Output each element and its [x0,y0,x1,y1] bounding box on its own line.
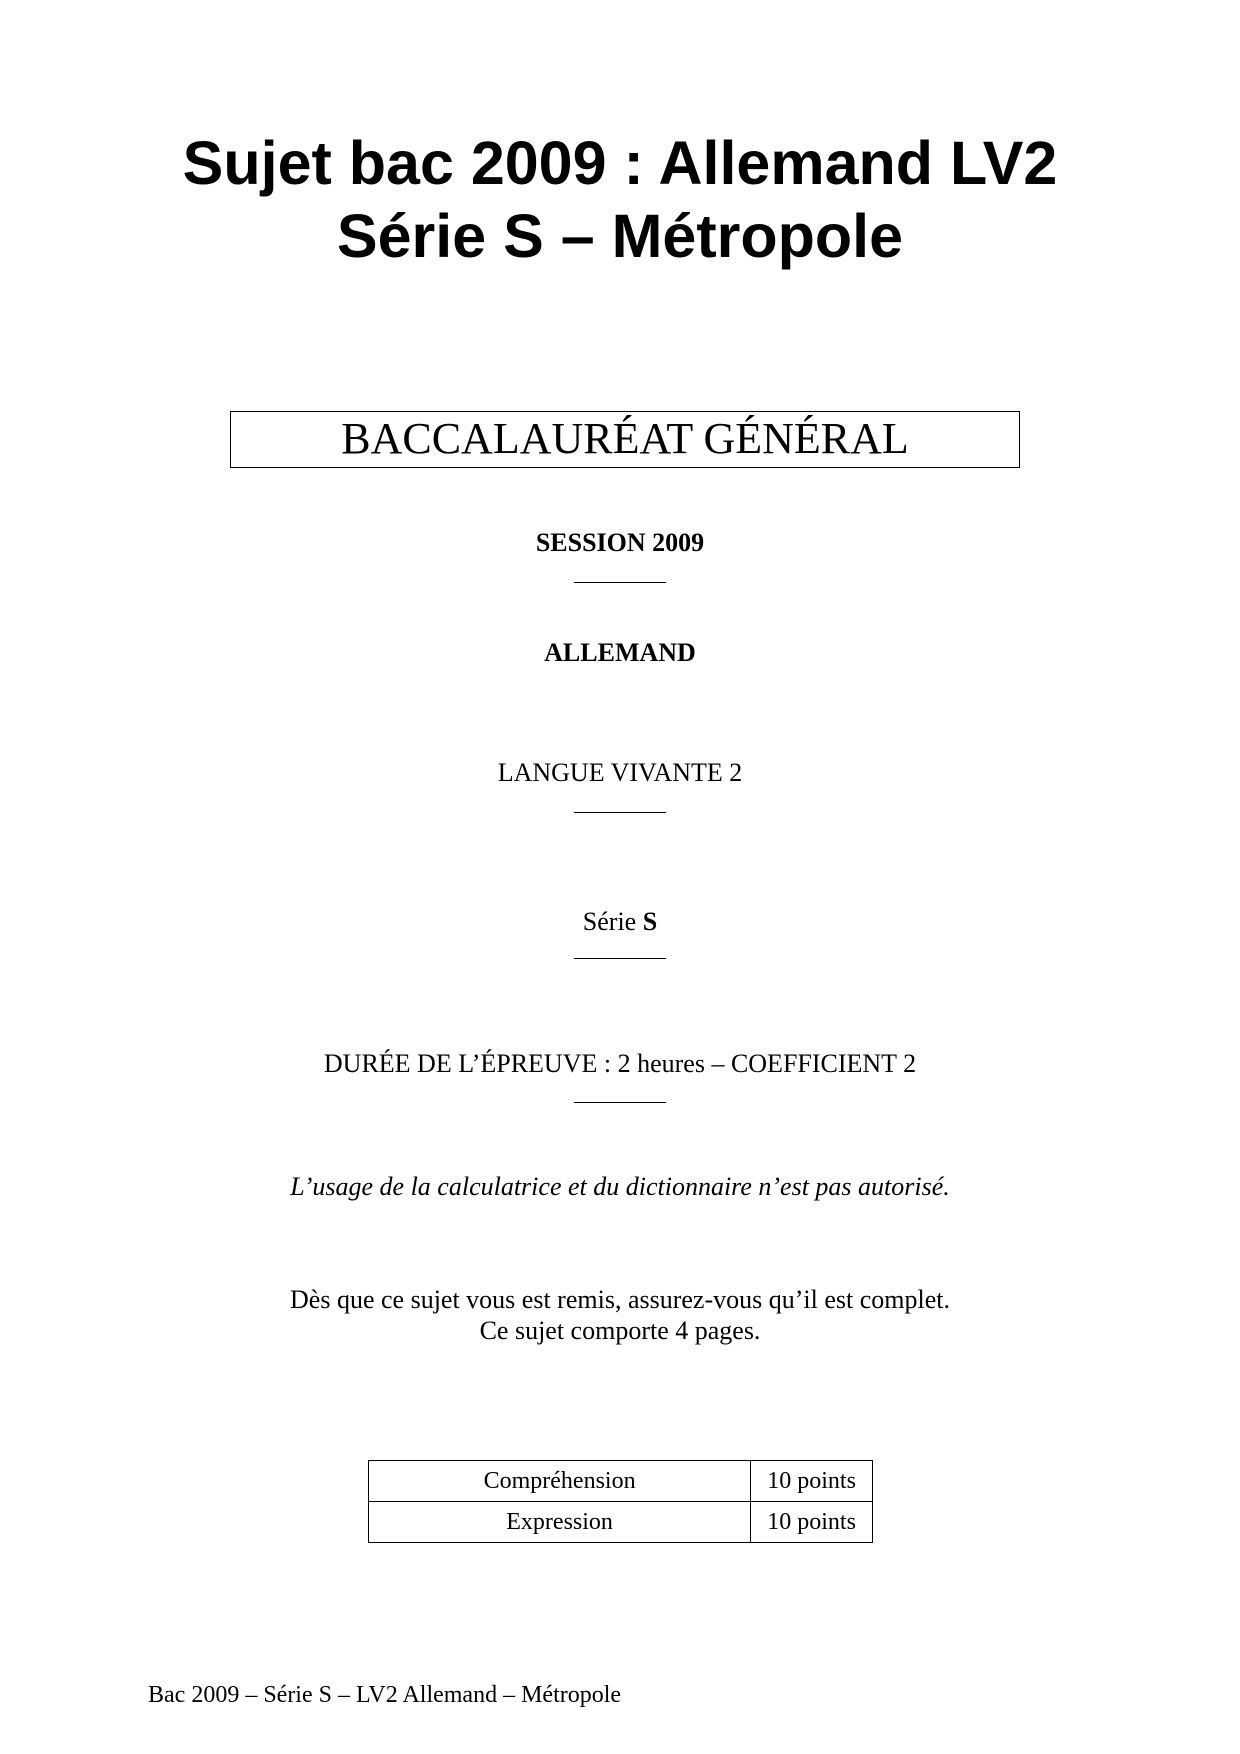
table-row [369,1502,873,1543]
separator-rule [574,812,666,813]
calculator-notice: L’usage de la calculatrice et du dictionnaire n’est pas autorisé. [290,1172,950,1201]
series-prefix: Série [582,907,643,936]
session-label: SESSION 2009 [535,528,705,557]
exam-type-box: BACCALAURÉAT GÉNÉRAL [230,411,1020,468]
duration-label: DURÉE DE L’ÉPREUVE : 2 heures – COEFFICIENT 2 [323,1049,917,1078]
completeness-notice: Dès que ce sujet vous est remis, assurez-vous qu’il est complet. [290,1285,950,1314]
scoring-points-cell: 10 points [751,1461,873,1502]
scoring-table [368,1460,873,1543]
series-label [0,906,1240,938]
language-level-label: LANGUE VIVANTE 2 [497,758,743,787]
page-title-line-2: Série S – Métropole [336,202,904,270]
separator-rule [574,582,666,583]
scoring-part-cell: Expression [369,1502,751,1543]
page-footer: Bac 2009 – Série S – LV2 Allemand – Métropole [148,1682,622,1708]
page-count-notice: Ce sujet comporte 4 pages. [479,1316,761,1345]
subject-label: ALLEMAND [544,638,696,667]
page-title-line-1: Sujet bac 2009 : Allemand LV2 [182,129,1058,197]
series-value: S [642,907,658,936]
scoring-part-cell: Compréhension [369,1461,751,1502]
separator-rule [574,958,666,959]
table-row [369,1461,873,1502]
separator-rule [574,1102,666,1103]
scoring-points-cell: 10 points [751,1502,873,1543]
